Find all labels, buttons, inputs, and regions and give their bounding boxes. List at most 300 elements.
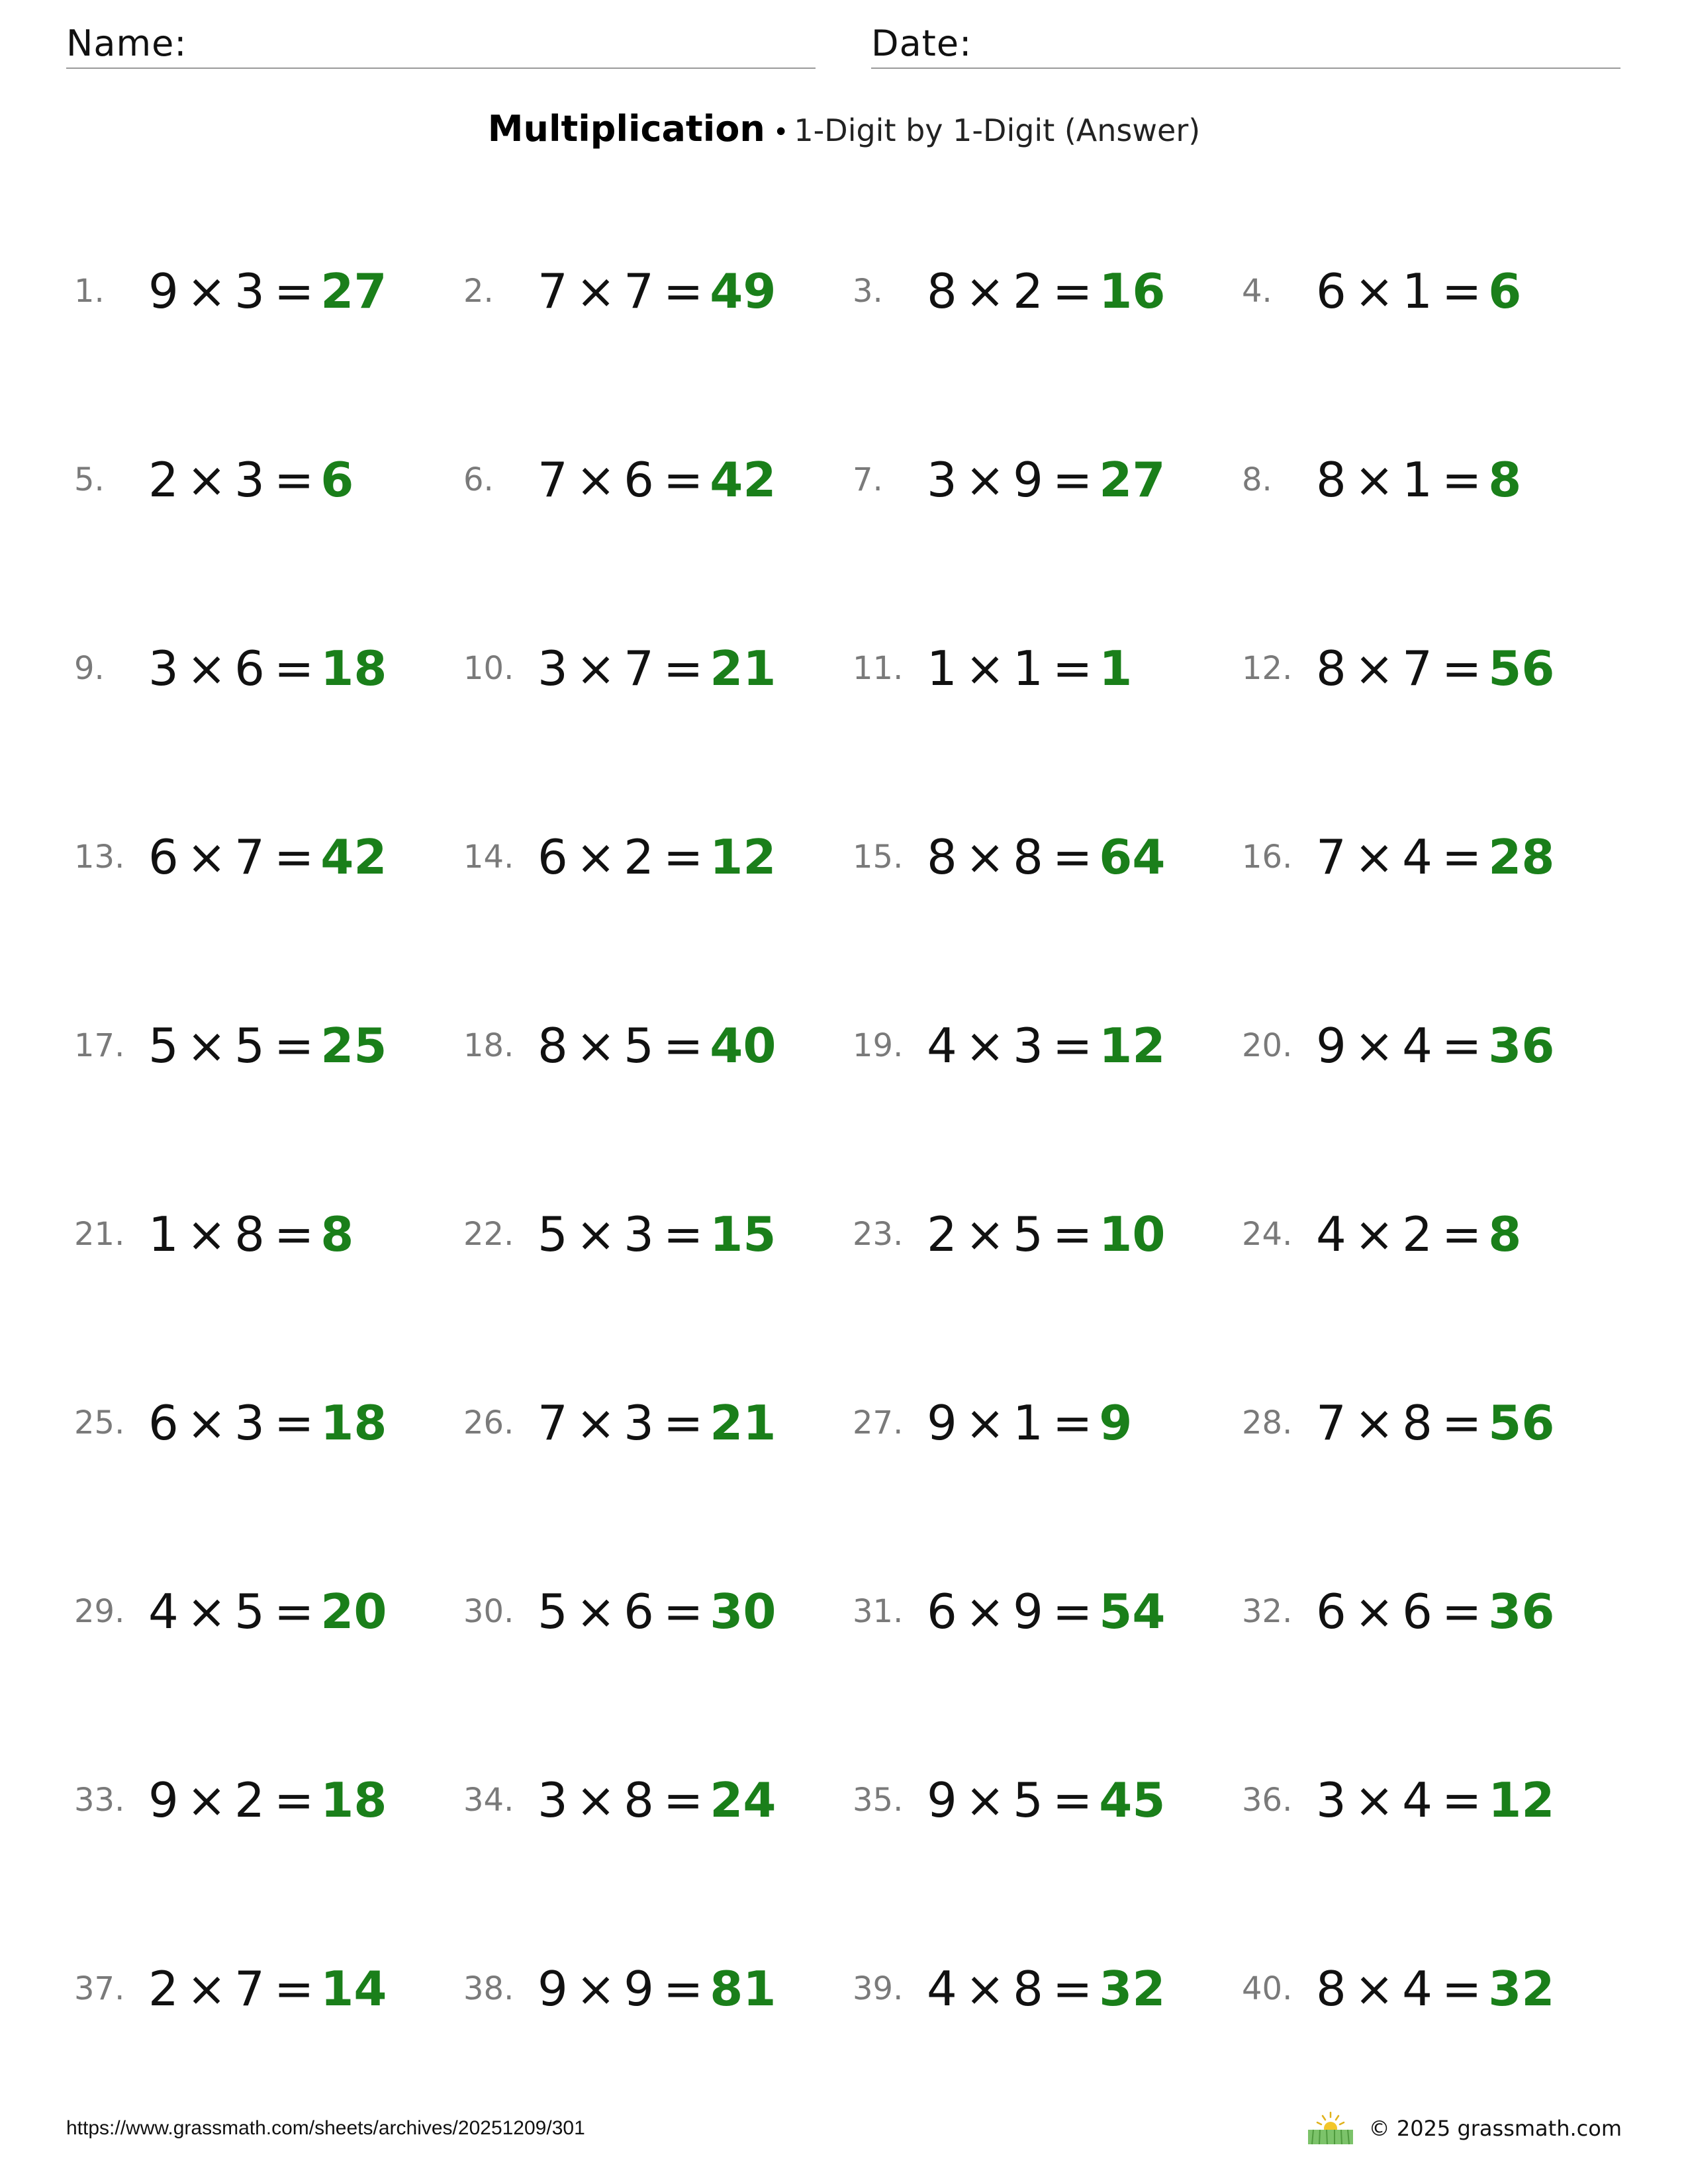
operand-a: 1 <box>148 1206 179 1262</box>
problem-item <box>463 1195 853 1383</box>
problem-number: 28. <box>1242 1404 1293 1441</box>
operand-b: 3 <box>1013 1018 1043 1073</box>
problem-number: 12. <box>1242 650 1293 687</box>
problem-number: 9. <box>74 650 105 687</box>
operand-b: 9 <box>624 1961 654 2017</box>
problem-expression <box>538 1018 776 1073</box>
times-sign: × <box>964 641 1006 696</box>
problem-number: 18. <box>463 1027 514 1064</box>
footer-brand <box>1305 2110 1622 2147</box>
operand-a: 6 <box>927 1584 957 1639</box>
equals-sign: = <box>1441 1018 1482 1073</box>
answer: 18 <box>320 1772 387 1828</box>
equals-sign: = <box>1441 452 1482 508</box>
operand-b: 1 <box>1402 263 1432 319</box>
times-sign: × <box>964 1395 1006 1451</box>
answer: 64 <box>1099 829 1166 885</box>
answer: 56 <box>1488 641 1555 696</box>
problem-item <box>463 251 853 440</box>
answer: 27 <box>320 263 387 319</box>
problem-number: 7. <box>853 461 883 498</box>
problem-expression <box>927 1395 1132 1451</box>
equals-sign: = <box>663 1961 704 2017</box>
answer: 15 <box>710 1206 776 1262</box>
times-sign: × <box>575 1395 616 1451</box>
answer: 27 <box>1099 452 1166 508</box>
equals-sign: = <box>1441 641 1482 696</box>
problem-item <box>853 1760 1242 1949</box>
problem-expression <box>538 1206 776 1262</box>
equals-sign: = <box>1441 1395 1482 1451</box>
problem-item <box>74 1195 463 1383</box>
answer: 14 <box>320 1961 387 2017</box>
operand-a: 9 <box>927 1395 957 1451</box>
answer: 6 <box>320 452 354 508</box>
times-sign: × <box>1354 829 1395 885</box>
times-sign: × <box>1354 1395 1395 1451</box>
operand-a: 7 <box>1316 829 1346 885</box>
problem-expression <box>148 1961 387 2017</box>
problem-number: 35. <box>853 1782 904 1819</box>
operand-a: 3 <box>148 641 179 696</box>
operand-a: 8 <box>1316 641 1346 696</box>
operand-b: 8 <box>1013 1961 1043 2017</box>
problem-item <box>1242 1760 1630 1949</box>
answer: 25 <box>320 1018 387 1073</box>
problem-expression <box>538 641 776 696</box>
operand-a: 2 <box>148 452 179 508</box>
answer: 54 <box>1099 1584 1166 1639</box>
times-sign: × <box>575 1961 616 2017</box>
answer: 8 <box>1488 452 1522 508</box>
problem-item <box>1242 1195 1630 1383</box>
problem-item <box>74 1383 463 1572</box>
problem-expression <box>927 1961 1165 2017</box>
times-sign: × <box>964 1584 1006 1639</box>
problem-number: 23. <box>853 1216 904 1253</box>
times-sign: × <box>964 1206 1006 1262</box>
answer: 12 <box>710 829 776 885</box>
times-sign: × <box>575 1584 616 1639</box>
equals-sign: = <box>1441 1772 1482 1828</box>
problem-item <box>463 440 853 629</box>
answer: 45 <box>1099 1772 1166 1828</box>
equals-sign: = <box>273 1772 314 1828</box>
operand-b: 9 <box>1013 452 1043 508</box>
problem-item <box>853 1572 1242 1760</box>
problem-expression <box>927 641 1132 696</box>
problem-expression <box>148 263 387 319</box>
equals-sign: = <box>1052 1395 1093 1451</box>
name-field[interactable] <box>66 20 816 69</box>
equals-sign: = <box>663 1584 704 1639</box>
operand-b: 4 <box>1402 1772 1432 1828</box>
problem-number: 13. <box>74 839 125 876</box>
equals-sign: = <box>663 263 704 319</box>
problem-number: 31. <box>853 1593 904 1630</box>
problem-expression <box>538 1772 776 1828</box>
times-sign: × <box>964 829 1006 885</box>
problem-expression <box>1316 1206 1521 1262</box>
footer-url[interactable]: https://www.grassmath.com/sheets/archives/20251209/301 <box>66 2117 585 2139</box>
equals-sign: = <box>1052 263 1093 319</box>
problem-number: 22. <box>463 1216 514 1253</box>
problem-item <box>853 1383 1242 1572</box>
answer: 12 <box>1099 1018 1166 1073</box>
problem-expression <box>148 1395 387 1451</box>
times-sign: × <box>575 1206 616 1262</box>
equals-sign: = <box>1052 1584 1093 1639</box>
times-sign: × <box>186 1584 227 1639</box>
answer: 30 <box>710 1584 776 1639</box>
problem-number: 17. <box>74 1027 125 1064</box>
problem-item <box>463 1760 853 1949</box>
operand-b: 5 <box>624 1018 654 1073</box>
operand-b: 2 <box>234 1772 265 1828</box>
problem-expression <box>1316 829 1554 885</box>
operand-a: 3 <box>538 1772 568 1828</box>
problem-expression <box>148 1018 387 1073</box>
equals-sign: = <box>663 1395 704 1451</box>
times-sign: × <box>186 1961 227 2017</box>
times-sign: × <box>186 829 227 885</box>
operand-a: 3 <box>1316 1772 1346 1828</box>
answer: 8 <box>320 1206 354 1262</box>
problem-number: 39. <box>853 1970 904 2007</box>
problem-number: 34. <box>463 1782 514 1819</box>
operand-b: 6 <box>234 641 265 696</box>
operand-a: 8 <box>927 263 957 319</box>
problem-expression <box>927 1206 1165 1262</box>
operand-b: 7 <box>234 1961 265 2017</box>
times-sign: × <box>186 641 227 696</box>
problem-number: 11. <box>853 650 904 687</box>
equals-sign: = <box>273 641 314 696</box>
copyright-text: © 2025 grassmath.com <box>1368 2116 1622 2141</box>
operand-a: 8 <box>538 1018 568 1073</box>
answer: 18 <box>320 1395 387 1451</box>
problem-number: 2. <box>463 273 494 310</box>
problem-expression <box>927 1772 1165 1828</box>
problem-expression <box>927 829 1165 885</box>
answer: 12 <box>1488 1772 1555 1828</box>
operand-a: 3 <box>538 641 568 696</box>
equals-sign: = <box>273 1961 314 2017</box>
answer: 56 <box>1488 1395 1555 1451</box>
answer: 40 <box>710 1018 776 1073</box>
operand-b: 6 <box>624 1584 654 1639</box>
equals-sign: = <box>273 829 314 885</box>
problem-expression <box>538 1961 776 2017</box>
times-sign: × <box>964 1018 1006 1073</box>
problem-item <box>853 817 1242 1006</box>
equals-sign: = <box>1052 1018 1093 1073</box>
problem-expression <box>927 452 1165 508</box>
name-label: Name: <box>66 23 187 64</box>
operand-b: 7 <box>624 263 654 319</box>
operand-a: 8 <box>1316 1961 1346 2017</box>
operand-a: 6 <box>538 829 568 885</box>
equals-sign: = <box>1052 1206 1093 1262</box>
operand-a: 6 <box>148 829 179 885</box>
times-sign: × <box>1354 1772 1395 1828</box>
problem-expression <box>1316 452 1521 508</box>
problem-expression <box>148 1772 387 1828</box>
operand-a: 4 <box>927 1018 957 1073</box>
times-sign: × <box>575 452 616 508</box>
answer: 36 <box>1488 1584 1555 1639</box>
problem-number: 26. <box>463 1404 514 1441</box>
times-sign: × <box>1354 263 1395 319</box>
problem-item <box>463 817 853 1006</box>
times-sign: × <box>1354 1961 1395 2017</box>
times-sign: × <box>1354 1206 1395 1262</box>
equals-sign: = <box>663 1206 704 1262</box>
answer: 81 <box>710 1961 776 2017</box>
equals-sign: = <box>663 641 704 696</box>
problem-number: 10. <box>463 650 514 687</box>
answer: 20 <box>320 1584 387 1639</box>
operand-a: 6 <box>1316 1584 1346 1639</box>
equals-sign: = <box>273 1206 314 1262</box>
operand-b: 4 <box>1402 829 1432 885</box>
problem-item <box>1242 440 1630 629</box>
problem-number: 14. <box>463 839 514 876</box>
times-sign: × <box>575 1018 616 1073</box>
problem-number: 33. <box>74 1782 125 1819</box>
problem-item <box>74 1006 463 1195</box>
problem-expression <box>148 641 387 696</box>
operand-b: 4 <box>1402 1018 1432 1073</box>
answer: 16 <box>1099 263 1166 319</box>
operand-a: 7 <box>538 452 568 508</box>
problem-expression <box>927 1584 1165 1639</box>
problem-number: 16. <box>1242 839 1293 876</box>
operand-a: 9 <box>538 1961 568 2017</box>
answer: 1 <box>1099 641 1133 696</box>
problem-number: 40. <box>1242 1970 1293 2007</box>
times-sign: × <box>186 1772 227 1828</box>
problem-item <box>853 1006 1242 1195</box>
operand-a: 4 <box>1316 1206 1346 1262</box>
operand-a: 7 <box>1316 1395 1346 1451</box>
problem-item <box>1242 1006 1630 1195</box>
equals-sign: = <box>663 1018 704 1073</box>
equals-sign: = <box>273 1395 314 1451</box>
problem-item <box>463 1006 853 1195</box>
equals-sign: = <box>1441 263 1482 319</box>
operand-a: 1 <box>927 641 957 696</box>
times-sign: × <box>1354 452 1395 508</box>
problem-expression <box>148 829 387 885</box>
times-sign: × <box>1354 1584 1395 1639</box>
answer: 32 <box>1488 1961 1555 2017</box>
operand-a: 5 <box>538 1584 568 1639</box>
problem-item <box>853 1949 1242 2138</box>
answer: 8 <box>1488 1206 1522 1262</box>
problem-expression <box>1316 1018 1554 1073</box>
problem-number: 19. <box>853 1027 904 1064</box>
operand-b: 7 <box>1402 641 1432 696</box>
problem-expression <box>1316 263 1521 319</box>
operand-a: 2 <box>927 1206 957 1262</box>
problem-expression <box>148 1584 387 1639</box>
equals-sign: = <box>273 452 314 508</box>
operand-b: 8 <box>1013 829 1043 885</box>
operand-b: 8 <box>624 1772 654 1828</box>
times-sign: × <box>575 263 616 319</box>
problem-expression <box>1316 641 1554 696</box>
operand-a: 9 <box>1316 1018 1346 1073</box>
problem-item <box>74 1949 463 2138</box>
operand-a: 8 <box>1316 452 1346 508</box>
operand-b: 2 <box>624 829 654 885</box>
problem-item <box>74 251 463 440</box>
answer: 10 <box>1099 1206 1166 1262</box>
answer: 49 <box>710 263 776 319</box>
problem-expression <box>538 452 776 508</box>
problem-expression <box>538 263 776 319</box>
problem-number: 30. <box>463 1593 514 1630</box>
operand-a: 9 <box>927 1772 957 1828</box>
answer: 9 <box>1099 1395 1133 1451</box>
problem-item <box>463 1572 853 1760</box>
times-sign: × <box>575 1772 616 1828</box>
operand-a: 9 <box>148 263 179 319</box>
problem-expression <box>927 1018 1165 1073</box>
operand-b: 5 <box>234 1584 265 1639</box>
problem-number: 6. <box>463 461 494 498</box>
operand-a: 6 <box>148 1395 179 1451</box>
problem-item <box>853 629 1242 817</box>
operand-b: 3 <box>234 452 265 508</box>
problem-item <box>463 629 853 817</box>
problem-number: 4. <box>1242 273 1272 310</box>
answer: 24 <box>710 1772 776 1828</box>
equals-sign: = <box>663 452 704 508</box>
operand-b: 3 <box>234 1395 265 1451</box>
operand-a: 3 <box>927 452 957 508</box>
times-sign: × <box>1354 641 1395 696</box>
answer: 42 <box>320 829 387 885</box>
problem-item <box>74 1760 463 1949</box>
equals-sign: = <box>1052 1961 1093 2017</box>
operand-a: 9 <box>148 1772 179 1828</box>
times-sign: × <box>964 1961 1006 2017</box>
operand-b: 5 <box>1013 1206 1043 1262</box>
problem-expression <box>927 263 1165 319</box>
operand-b: 3 <box>624 1395 654 1451</box>
problem-item <box>74 440 463 629</box>
problem-item <box>853 251 1242 440</box>
problem-number: 1. <box>74 273 105 310</box>
operand-b: 1 <box>1402 452 1432 508</box>
operand-b: 7 <box>624 641 654 696</box>
problem-expression <box>1316 1395 1554 1451</box>
times-sign: × <box>186 1018 227 1073</box>
operand-b: 5 <box>1013 1772 1043 1828</box>
times-sign: × <box>964 452 1006 508</box>
operand-b: 4 <box>1402 1961 1432 2017</box>
problem-item <box>463 1949 853 2138</box>
operand-b: 1 <box>1013 1395 1043 1451</box>
problem-expression <box>148 452 353 508</box>
problem-number: 24. <box>1242 1216 1293 1253</box>
operand-b: 1 <box>1013 641 1043 696</box>
times-sign: × <box>964 1772 1006 1828</box>
problem-expression <box>1316 1961 1554 2017</box>
operand-a: 7 <box>538 263 568 319</box>
operand-a: 5 <box>148 1018 179 1073</box>
date-field[interactable] <box>871 20 1620 69</box>
operand-a: 7 <box>538 1395 568 1451</box>
problem-number: 36. <box>1242 1782 1293 1819</box>
equals-sign: = <box>1441 1584 1482 1639</box>
problem-item <box>1242 1572 1630 1760</box>
operand-a: 4 <box>927 1961 957 2017</box>
problem-expression <box>148 1206 353 1262</box>
operand-b: 6 <box>1402 1584 1432 1639</box>
problem-number: 29. <box>74 1593 125 1630</box>
problem-number: 37. <box>74 1970 125 2007</box>
operand-a: 4 <box>148 1584 179 1639</box>
problem-item <box>463 1383 853 1572</box>
problem-grid <box>74 251 1630 2078</box>
answer: 18 <box>320 641 387 696</box>
times-sign: × <box>575 829 616 885</box>
problem-item <box>1242 817 1630 1006</box>
operand-a: 8 <box>927 829 957 885</box>
operand-b: 8 <box>1402 1395 1432 1451</box>
equals-sign: = <box>1052 1772 1093 1828</box>
title-main: Multiplication <box>487 108 765 150</box>
answer: 21 <box>710 1395 776 1451</box>
problem-item <box>74 1572 463 1760</box>
problem-item <box>853 1195 1242 1383</box>
problem-number: 20. <box>1242 1027 1293 1064</box>
operand-b: 6 <box>624 452 654 508</box>
answer: 36 <box>1488 1018 1555 1073</box>
operand-b: 7 <box>234 829 265 885</box>
equals-sign: = <box>1052 829 1093 885</box>
problem-expression <box>538 1395 776 1451</box>
problem-number: 27. <box>853 1404 904 1441</box>
problem-number: 15. <box>853 839 904 876</box>
problem-number: 21. <box>74 1216 125 1253</box>
problem-number: 32. <box>1242 1593 1293 1630</box>
problem-item <box>74 817 463 1006</box>
equals-sign: = <box>663 1772 704 1828</box>
problem-item <box>853 440 1242 629</box>
operand-b: 3 <box>234 263 265 319</box>
problem-expression <box>538 829 776 885</box>
answer: 42 <box>710 452 776 508</box>
operand-a: 5 <box>538 1206 568 1262</box>
date-label: Date: <box>871 23 972 64</box>
times-sign: × <box>186 1395 227 1451</box>
equals-sign: = <box>273 1018 314 1073</box>
problem-number: 25. <box>74 1404 125 1441</box>
operand-b: 2 <box>1013 263 1043 319</box>
equals-sign: = <box>1441 829 1482 885</box>
answer: 28 <box>1488 829 1555 885</box>
times-sign: × <box>964 263 1006 319</box>
title-separator: • <box>773 117 789 148</box>
answer: 21 <box>710 641 776 696</box>
times-sign: × <box>575 641 616 696</box>
problem-expression <box>1316 1772 1554 1828</box>
times-sign: × <box>1354 1018 1395 1073</box>
